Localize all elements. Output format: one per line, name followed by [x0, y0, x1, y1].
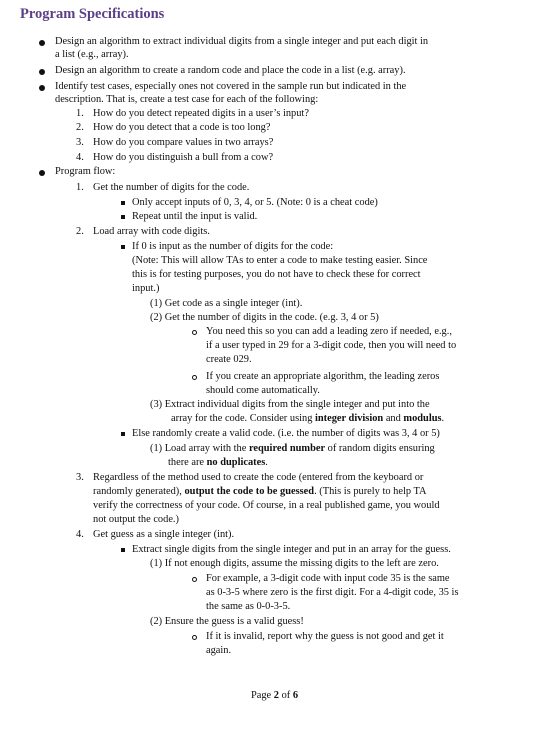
sub-item: Repeat until the input is valid. — [132, 211, 258, 222]
step-text-cont: not output the code.) — [93, 514, 179, 525]
detail-item-cont: create 029. — [206, 354, 252, 365]
sub-step-cont: array for the code. Consider using integer division and modulus. — [171, 413, 445, 424]
step-number: 1. — [76, 182, 84, 193]
test-number: 4. — [76, 152, 84, 163]
sub-step: (3) Extract individual digits from the single integer and put into the — [150, 399, 430, 410]
detail-item-cont: should come automatically. — [206, 385, 320, 396]
page-title: Program Specifications — [20, 6, 165, 22]
circle-bullet — [192, 330, 197, 335]
list-item-cont: a list (e.g., array). — [55, 49, 129, 60]
sub-item-cont: (Note: This will allow TAs to enter a code to make testing easier. Since — [132, 255, 428, 266]
detail-item: You need this so you can add a leading zero if needed, e.g., — [206, 326, 452, 337]
square-bullet — [121, 432, 125, 436]
test-case: How do you detect repeated digits in a user’s input? — [93, 108, 309, 119]
detail-item-cont: if a user typed in 29 for a 3-digit code, then you will need to — [206, 340, 457, 351]
detail-item: For example, a 3-digit code with input code 35 is the same — [206, 573, 450, 584]
page-total: 6 — [292, 690, 299, 701]
test-case: How do you compare values in two arrays? — [93, 137, 274, 148]
page-footer: Page 2 of 6 — [250, 690, 299, 701]
sub-item-cont: this is for testing purposes, you do not have to check these for correct — [132, 269, 421, 280]
sub-step: (2) Ensure the guess is a valid guess! — [150, 616, 304, 627]
square-bullet — [121, 548, 125, 552]
test-number: 1. — [76, 108, 84, 119]
test-number: 3. — [76, 137, 84, 148]
step-text: Load array with code digits. — [93, 226, 210, 237]
detail-item-cont: again. — [206, 645, 232, 656]
circle-bullet — [192, 635, 197, 640]
page-number: 2 — [273, 690, 279, 701]
sub-step: (1) Get code as a single integer (int). — [150, 298, 303, 309]
sub-item: Only accept inputs of 0, 3, 4, or 5. (Note: 0 is a cheat code) — [132, 197, 378, 208]
step-number: 3. — [76, 472, 84, 483]
sub-step-cont: there are no duplicates. — [168, 457, 268, 468]
bullet — [39, 85, 45, 91]
sub-step: (1) If not enough digits, assume the missing digits to the left are zero. — [150, 558, 439, 569]
sub-step: (2) Get the number of digits in the code. (e.g. 3, 4 or 5) — [150, 312, 379, 323]
step-text: Regardless of the method used to create the code (entered from the keyboard or — [93, 472, 424, 483]
detail-item-cont: as 0-3-5 where zero is the first digit. For a 4-digit code, 35 is — [206, 587, 459, 598]
sub-item-cont: input.) — [132, 283, 160, 294]
step-text-cont: verify the correctness of your code. Of course, in a real published game, you would — [93, 500, 440, 511]
list-item: Design an algorithm to create a random code and place the code in a list (e.g. array). — [55, 65, 406, 76]
sub-item: If 0 is input as the number of digits for the code: — [132, 241, 334, 252]
sub-item: Else randomly create a valid code. (i.e. the number of digits was 3, 4 or 5) — [132, 428, 440, 439]
list-item-cont: description. That is, create a test case for each of the following: — [55, 94, 319, 105]
list-item: Program flow: — [55, 166, 116, 177]
bullet — [39, 170, 45, 176]
step-number: 4. — [76, 529, 84, 540]
step-text-cont: randomly generated), output the code to be guessed. (This is purely to help TA — [93, 486, 427, 497]
square-bullet — [121, 215, 125, 219]
list-item: Identify test cases, especially ones not covered in the sample run but indicated in the — [55, 81, 407, 92]
detail-item: If you create an appropriate algorithm, the leading zeros — [206, 371, 440, 382]
bullet — [39, 40, 45, 46]
circle-bullet — [192, 375, 197, 380]
sub-step: (1) Load array with the required number of random digits ensuring — [150, 443, 435, 454]
test-case: How do you detect that a code is too long? — [93, 122, 271, 133]
detail-item-cont: the same as 0-0-3-5. — [206, 601, 291, 612]
test-case: How do you distinguish a bull from a cow? — [93, 152, 274, 163]
step-number: 2. — [76, 226, 84, 237]
step-text: Get the number of digits for the code. — [93, 182, 250, 193]
square-bullet — [121, 245, 125, 249]
test-number: 2. — [76, 122, 84, 133]
bullet — [39, 69, 45, 75]
step-text: Get guess as a single integer (int). — [93, 529, 235, 540]
detail-item: If it is invalid, report why the guess is not good and get it — [206, 631, 444, 642]
square-bullet — [121, 201, 125, 205]
circle-bullet — [192, 577, 197, 582]
sub-item: Extract single digits from the single integer and put in an array for the guess. — [132, 544, 451, 555]
list-item: Design an algorithm to extract individual digits from a single integer and put each digit in — [55, 36, 429, 47]
